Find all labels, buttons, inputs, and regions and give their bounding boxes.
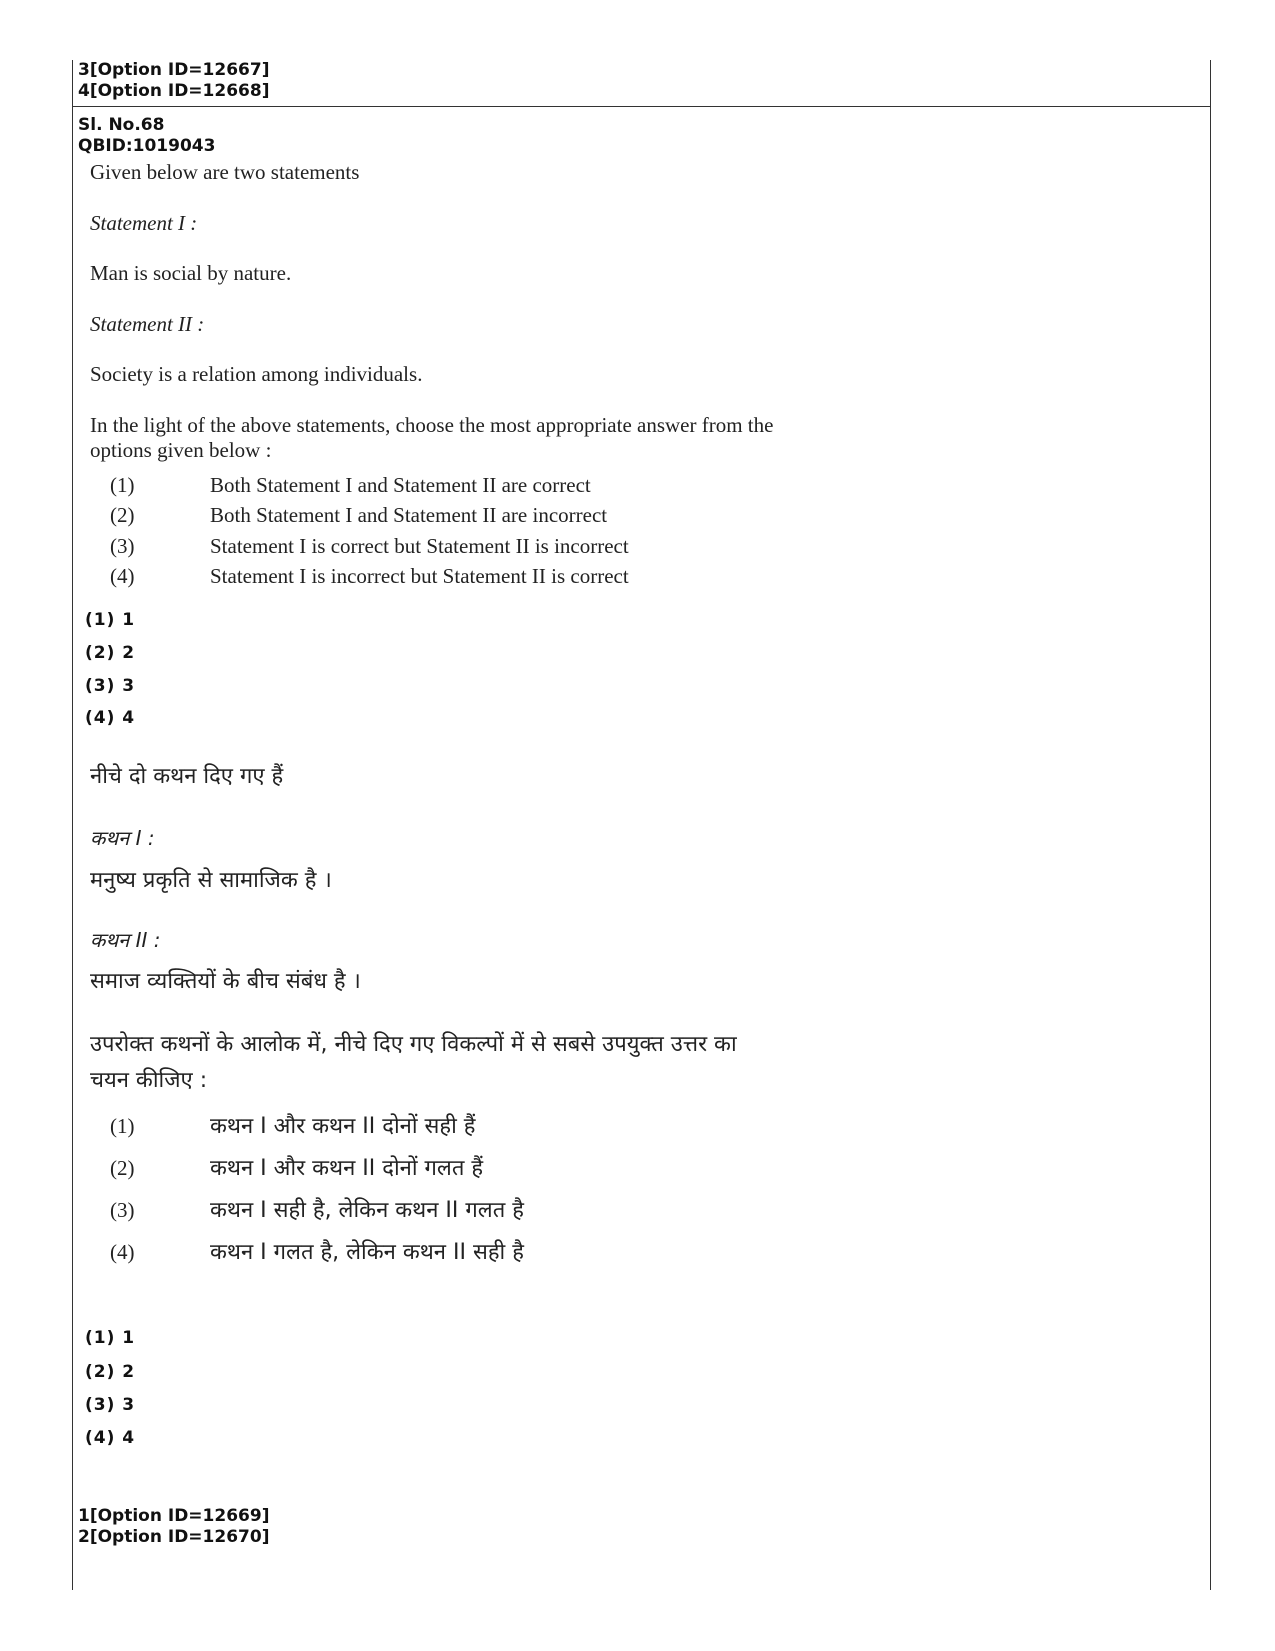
option-number: (2) — [110, 503, 135, 527]
english-statement1-label: Statement I : — [90, 211, 198, 235]
option-text: कथन I और कथन II दोनों गलत हैं — [210, 1156, 484, 1181]
answer-choice-1[interactable]: (1) 1 — [85, 1328, 136, 1348]
answer-choice-2[interactable]: (2) 2 — [85, 643, 136, 663]
option-number: (4) — [110, 1240, 135, 1264]
option-id-line: 2[Option ID=12670] — [78, 1527, 270, 1547]
hindi-statement2-text: समाज व्यक्तियों के बीच संबंध है । — [90, 969, 361, 994]
english-intro: Given below are two statements — [90, 160, 360, 184]
option-number: (1) — [110, 473, 135, 497]
hindi-statement2-label: कथन II : — [90, 928, 161, 952]
left-border-line — [72, 60, 73, 1590]
hindi-instruction-line1: उपरोक्त कथनों के आलोक में, नीचे दिए गए विकल्पों में से सबसे उपयुक्त उत्तर का — [90, 1032, 737, 1057]
option-number: (1) — [110, 1114, 135, 1138]
right-border-line — [1210, 60, 1211, 1590]
hindi-intro: नीचे दो कथन दिए गए हैं — [90, 764, 284, 789]
option-text: कथन I सही है, लेकिन कथन II गलत है — [210, 1198, 524, 1223]
answer-choice-4[interactable]: (4) 4 — [85, 708, 136, 728]
english-option-3 — [110, 534, 629, 559]
serial-number: Sl. No.68 — [78, 115, 165, 135]
hindi-option-1 — [110, 1110, 475, 1140]
option-id-line: 4[Option ID=12668] — [78, 81, 270, 101]
section-divider — [72, 106, 1210, 107]
hindi-option-4 — [110, 1236, 524, 1266]
question-header — [78, 115, 215, 157]
english-option-1 — [110, 473, 591, 498]
english-instruction-line2: options given below : — [90, 438, 272, 462]
hindi-option-2 — [110, 1152, 483, 1182]
english-statement1-text: Man is social by nature. — [90, 261, 292, 285]
english-instruction-line1: In the light of the above statements, choose the most appropriate answer from the — [90, 413, 774, 437]
english-statement2-label: Statement II : — [90, 312, 205, 336]
option-number: (3) — [110, 534, 135, 558]
hindi-statement1-text: मनुष्य प्रकृति से सामाजिक है । — [90, 868, 332, 893]
hindi-option-3 — [110, 1194, 524, 1224]
option-number: (2) — [110, 1156, 135, 1180]
answer-choice-2[interactable]: (2) 2 — [85, 1362, 136, 1382]
option-text: Statement I is incorrect but Statement II is correct — [210, 564, 629, 588]
option-text: कथन I गलत है, लेकिन कथन II सही है — [210, 1240, 524, 1265]
hindi-instruction-line2: चयन कीजिए : — [90, 1068, 208, 1093]
option-text: Statement I is correct but Statement II is incorrect — [210, 534, 629, 558]
answer-choice-3[interactable]: (3) 3 — [85, 1395, 136, 1415]
hindi-statement1-label: कथन I : — [90, 826, 155, 850]
qbid: QBID:1019043 — [78, 136, 216, 156]
option-number: (3) — [110, 1198, 135, 1222]
option-id-line: 3[Option ID=12667] — [78, 60, 270, 80]
option-text: Both Statement I and Statement II are correct — [210, 473, 591, 497]
top-option-ids — [78, 60, 269, 102]
bottom-option-ids — [78, 1506, 269, 1548]
answer-choice-4[interactable]: (4) 4 — [85, 1428, 136, 1448]
answer-choice-1[interactable]: (1) 1 — [85, 610, 136, 630]
option-text: Both Statement I and Statement II are incorrect — [210, 503, 608, 527]
english-option-2 — [110, 503, 607, 528]
english-option-4 — [110, 564, 629, 589]
option-text: कथन I और कथन II दोनों सही हैं — [210, 1114, 476, 1139]
english-statement2-text: Society is a relation among individuals. — [90, 362, 423, 386]
option-id-line: 1[Option ID=12669] — [78, 1506, 270, 1526]
option-number: (4) — [110, 564, 135, 588]
answer-choice-3[interactable]: (3) 3 — [85, 676, 136, 696]
